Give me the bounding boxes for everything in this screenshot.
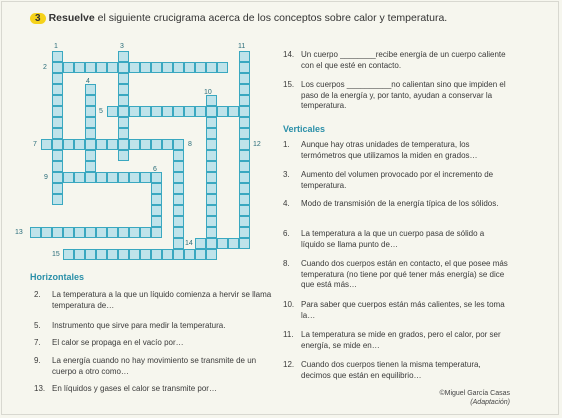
crossword-cell[interactable]: [195, 249, 206, 260]
crossword-cell[interactable]: [118, 172, 129, 183]
crossword-cell[interactable]: [151, 205, 162, 216]
crossword-cell[interactable]: [173, 216, 184, 227]
crossword-cell[interactable]: [228, 106, 239, 117]
crossword-cell[interactable]: [85, 150, 96, 161]
crossword-cell[interactable]: [206, 106, 217, 117]
crossword-cell[interactable]: [195, 238, 206, 249]
crossword-cell[interactable]: [118, 73, 129, 84]
crossword-cell[interactable]: [118, 227, 129, 238]
clue-h-7: 7. El calor se propaga en el vacío por…: [34, 338, 184, 347]
crossword-cell[interactable]: [206, 62, 217, 73]
crossword-cell[interactable]: [118, 128, 129, 139]
clue-h-14: 14. Un cuerpo ________recibe energía de un cuerpo caliente con el que esté en contacto.: [283, 50, 506, 70]
crossword-cell[interactable]: [85, 249, 96, 260]
crossword-cell[interactable]: [206, 161, 217, 172]
clue-h-5: 5. Instrumento que sirve para medir la temperatura.: [34, 321, 226, 330]
crossword-clue-number: 13: [15, 229, 23, 236]
crossword-cell[interactable]: [184, 249, 195, 260]
crossword-cell[interactable]: [85, 128, 96, 139]
crossword-cell[interactable]: [118, 95, 129, 106]
crossword-cell[interactable]: [217, 106, 228, 117]
crossword-cell[interactable]: [118, 117, 129, 128]
crossword-cell[interactable]: [129, 106, 140, 117]
crossword-cell[interactable]: [118, 51, 129, 62]
crossword-cell[interactable]: [206, 249, 217, 260]
crossword-cell[interactable]: [239, 238, 250, 249]
crossword-cell[interactable]: [107, 106, 118, 117]
crossword-cell[interactable]: [173, 62, 184, 73]
crossword-cell[interactable]: [85, 95, 96, 106]
crossword-cell[interactable]: [217, 62, 228, 73]
crossword-cell[interactable]: [151, 194, 162, 205]
crossword-cell[interactable]: [107, 139, 118, 150]
crossword-cell[interactable]: [52, 106, 63, 117]
clue-h-9: 9. La energía cuando no hay movimiento se transmite de un cuerpo a otro como…: [34, 356, 257, 376]
crossword-clue-number: 3: [120, 43, 124, 50]
clue-v-12: 12. Cuando dos cuerpos tienen la misma temperatura, decimos que están en equilibrio…: [283, 360, 481, 380]
crossword-cell[interactable]: [239, 139, 250, 150]
clue-v-3: 3. Aumento del volumen provocado por el incremento de temperatura.: [283, 170, 494, 190]
crossword-cell[interactable]: [96, 139, 107, 150]
crossword-cell[interactable]: [162, 62, 173, 73]
crossword-cell[interactable]: [239, 150, 250, 161]
crossword-clue-number: 8: [188, 141, 192, 148]
crossword-cell[interactable]: [206, 205, 217, 216]
clue-h-13: 13. En líquidos y gases el calor se transmite por…: [34, 384, 217, 393]
crossword-cell[interactable]: [217, 238, 228, 249]
crossword-cell[interactable]: [96, 62, 107, 73]
crossword-cell[interactable]: [140, 172, 151, 183]
crossword-cell[interactable]: [206, 128, 217, 139]
crossword-clue-number: 7: [33, 141, 37, 148]
crossword-cell[interactable]: [118, 106, 129, 117]
crossword-cell[interactable]: [239, 117, 250, 128]
crossword-clue-number: 11: [238, 43, 246, 50]
crossword-cell[interactable]: [151, 183, 162, 194]
crossword-cell[interactable]: [239, 128, 250, 139]
crossword-cell[interactable]: [96, 249, 107, 260]
crossword-cell[interactable]: [52, 139, 63, 150]
crossword-cell[interactable]: [151, 227, 162, 238]
crossword-cell[interactable]: [74, 249, 85, 260]
crossword-cell[interactable]: [118, 139, 129, 150]
crossword-cell[interactable]: [52, 150, 63, 161]
crossword-cell[interactable]: [85, 161, 96, 172]
crossword-cell[interactable]: [63, 227, 74, 238]
exercise-header: [30, 12, 447, 24]
crossword-clue-number: 10: [204, 89, 212, 96]
crossword-cell[interactable]: [41, 139, 52, 150]
crossword-cell[interactable]: [162, 249, 173, 260]
crossword-cell[interactable]: [129, 249, 140, 260]
crossword-cell[interactable]: [206, 216, 217, 227]
crossword-cell[interactable]: [52, 183, 63, 194]
crossword-cell[interactable]: [206, 227, 217, 238]
crossword-clue-number: 5: [99, 108, 103, 115]
crossword-cell[interactable]: [173, 205, 184, 216]
crossword-cell[interactable]: [129, 139, 140, 150]
crossword-cell[interactable]: [118, 150, 129, 161]
crossword-cell[interactable]: [85, 139, 96, 150]
crossword-cell[interactable]: [239, 194, 250, 205]
crossword-cell[interactable]: [52, 51, 63, 62]
crossword-cell[interactable]: [52, 128, 63, 139]
crossword-cell[interactable]: [96, 227, 107, 238]
crossword-cell[interactable]: [206, 150, 217, 161]
clue-v-11: 11. La temperatura se mide en grados, pero el calor, por ser energía, se mide en…: [283, 330, 501, 350]
crossword-cell[interactable]: [151, 249, 162, 260]
crossword-cell[interactable]: [206, 139, 217, 150]
crossword-cell[interactable]: [162, 106, 173, 117]
clue-v-1: 1. Aunque hay otras unidades de temperatura, los termómetros que utilizamos la miden en grados…: [283, 140, 478, 160]
crossword-cell[interactable]: [129, 172, 140, 183]
crossword-cell[interactable]: [118, 249, 129, 260]
crossword-cell[interactable]: [140, 227, 151, 238]
crossword-cell[interactable]: [239, 227, 250, 238]
crossword-cell[interactable]: [107, 249, 118, 260]
crossword-cell[interactable]: [74, 139, 85, 150]
crossword-cell[interactable]: [206, 183, 217, 194]
crossword-cell[interactable]: [151, 172, 162, 183]
crossword-cell[interactable]: [162, 139, 173, 150]
crossword-cell[interactable]: [184, 62, 195, 73]
clue-v-8: 8. Cuando dos cuerpos están en contacto, el que posee más temperatura (no tiene por qué tener más energía) se dice que está más…: [283, 259, 508, 289]
crossword-clue-number: 2: [43, 64, 47, 71]
crossword-cell[interactable]: [118, 84, 129, 95]
header-instruction: el siguiente crucigrama acerca de los conceptos sobre calor y temperatura.: [94, 12, 448, 24]
crossword-clue-number: 4: [86, 78, 90, 85]
crossword-cell[interactable]: [173, 227, 184, 238]
verticales-title: Verticales: [283, 124, 326, 134]
crossword-cell[interactable]: [173, 238, 184, 249]
crossword-cell[interactable]: [173, 150, 184, 161]
crossword-cell[interactable]: [52, 62, 63, 73]
crossword-cell[interactable]: [173, 183, 184, 194]
clue-h-2: 2. La temperatura a la que un líquido comienza a hervir se llama temperatura de…: [34, 290, 272, 310]
clue-v-4: 4. Modo de transmisión de la energía típica de los sólidos.: [283, 199, 499, 208]
crossword-cell[interactable]: [107, 227, 118, 238]
crossword-cell[interactable]: [140, 106, 151, 117]
crossword-cell[interactable]: [52, 84, 63, 95]
crossword-cell[interactable]: [239, 73, 250, 84]
crossword-cell[interactable]: [173, 172, 184, 183]
crossword-cell[interactable]: [239, 95, 250, 106]
crossword-cell[interactable]: [107, 62, 118, 73]
crossword-cell[interactable]: [206, 95, 217, 106]
crossword-cell[interactable]: [129, 62, 140, 73]
clue-v-10: 10. Para saber que cuerpos están más calientes, se les toma la…: [283, 300, 505, 320]
crossword-cell[interactable]: [206, 117, 217, 128]
crossword-cell[interactable]: [63, 62, 74, 73]
crossword-clue-number: 6: [153, 166, 157, 173]
crossword-cell[interactable]: [206, 238, 217, 249]
crossword-cell[interactable]: [74, 172, 85, 183]
crossword-cell[interactable]: [239, 51, 250, 62]
crossword-cell[interactable]: [140, 62, 151, 73]
crossword-cell[interactable]: [173, 194, 184, 205]
crossword-cell[interactable]: [239, 106, 250, 117]
crossword-cell[interactable]: [239, 62, 250, 73]
crossword-cell[interactable]: [41, 227, 52, 238]
crossword-cell[interactable]: [173, 139, 184, 150]
crossword-cell[interactable]: [63, 139, 74, 150]
crossword-cell[interactable]: [85, 172, 96, 183]
crossword-cell[interactable]: [107, 172, 118, 183]
crossword-clue-number: 9: [44, 174, 48, 181]
crossword-cell[interactable]: [151, 139, 162, 150]
crossword-cell[interactable]: [151, 216, 162, 227]
crossword-cell[interactable]: [173, 161, 184, 172]
crossword-cell[interactable]: [206, 172, 217, 183]
crossword-cell[interactable]: [63, 172, 74, 183]
exercise-number-badge: 3: [30, 13, 46, 24]
crossword-cell[interactable]: [140, 249, 151, 260]
crossword-cell[interactable]: [195, 62, 206, 73]
crossword-cell[interactable]: [85, 106, 96, 117]
crossword-cell[interactable]: [151, 106, 162, 117]
crossword-cell[interactable]: [118, 62, 129, 73]
clue-v-6: 6. La temperatura a la que un cuerpo pasa de sólido a líquido se llama punto de…: [283, 229, 485, 249]
crossword-cell[interactable]: [173, 106, 184, 117]
crossword-cell[interactable]: [129, 227, 140, 238]
crossword-cell[interactable]: [74, 227, 85, 238]
crossword-cell[interactable]: [85, 117, 96, 128]
crossword-cell[interactable]: [85, 62, 96, 73]
crossword-cell[interactable]: [52, 227, 63, 238]
crossword-cell[interactable]: [239, 205, 250, 216]
horizontales-title: Horizontales: [30, 272, 85, 282]
crossword-clue-number: 12: [253, 141, 261, 148]
crossword-cell[interactable]: [52, 194, 63, 205]
crossword-cell[interactable]: [85, 84, 96, 95]
header-bold-verb: Resuelve: [48, 12, 95, 24]
crossword-cell[interactable]: [52, 172, 63, 183]
crossword-cell[interactable]: [52, 161, 63, 172]
crossword-cell[interactable]: [228, 238, 239, 249]
crossword-cell[interactable]: [52, 73, 63, 84]
crossword-cell[interactable]: [239, 172, 250, 183]
crossword-clue-number: 15: [52, 251, 60, 258]
crossword-cell[interactable]: [30, 227, 41, 238]
crossword-clue-number: 14: [185, 240, 193, 247]
crossword-cell[interactable]: [239, 216, 250, 227]
crossword-cell[interactable]: [239, 161, 250, 172]
crossword-cell[interactable]: [85, 227, 96, 238]
crossword-cell[interactable]: [74, 62, 85, 73]
crossword-cell[interactable]: [52, 95, 63, 106]
crossword-cell[interactable]: [206, 194, 217, 205]
crossword-cell[interactable]: [195, 106, 206, 117]
crossword-cell[interactable]: [184, 106, 195, 117]
crossword-cell[interactable]: [52, 117, 63, 128]
crossword-clue-number: 1: [54, 43, 58, 50]
crossword-cell[interactable]: [140, 139, 151, 150]
crossword-cell[interactable]: [96, 172, 107, 183]
crossword-cell[interactable]: [239, 183, 250, 194]
credit-author: ©Miguel García Casas: [439, 390, 510, 397]
crossword-cell[interactable]: [173, 249, 184, 260]
crossword-cell[interactable]: [151, 62, 162, 73]
credit-note: (Adaptación): [470, 399, 510, 406]
crossword-cell[interactable]: [239, 84, 250, 95]
crossword-cell[interactable]: [63, 249, 74, 260]
credit: [439, 389, 510, 407]
clue-h-15: 15. Los cuerpos __________no calientan sino que impiden el paso de la energía y, por tanto, ayudan a conservar la temperatura.: [283, 80, 506, 110]
